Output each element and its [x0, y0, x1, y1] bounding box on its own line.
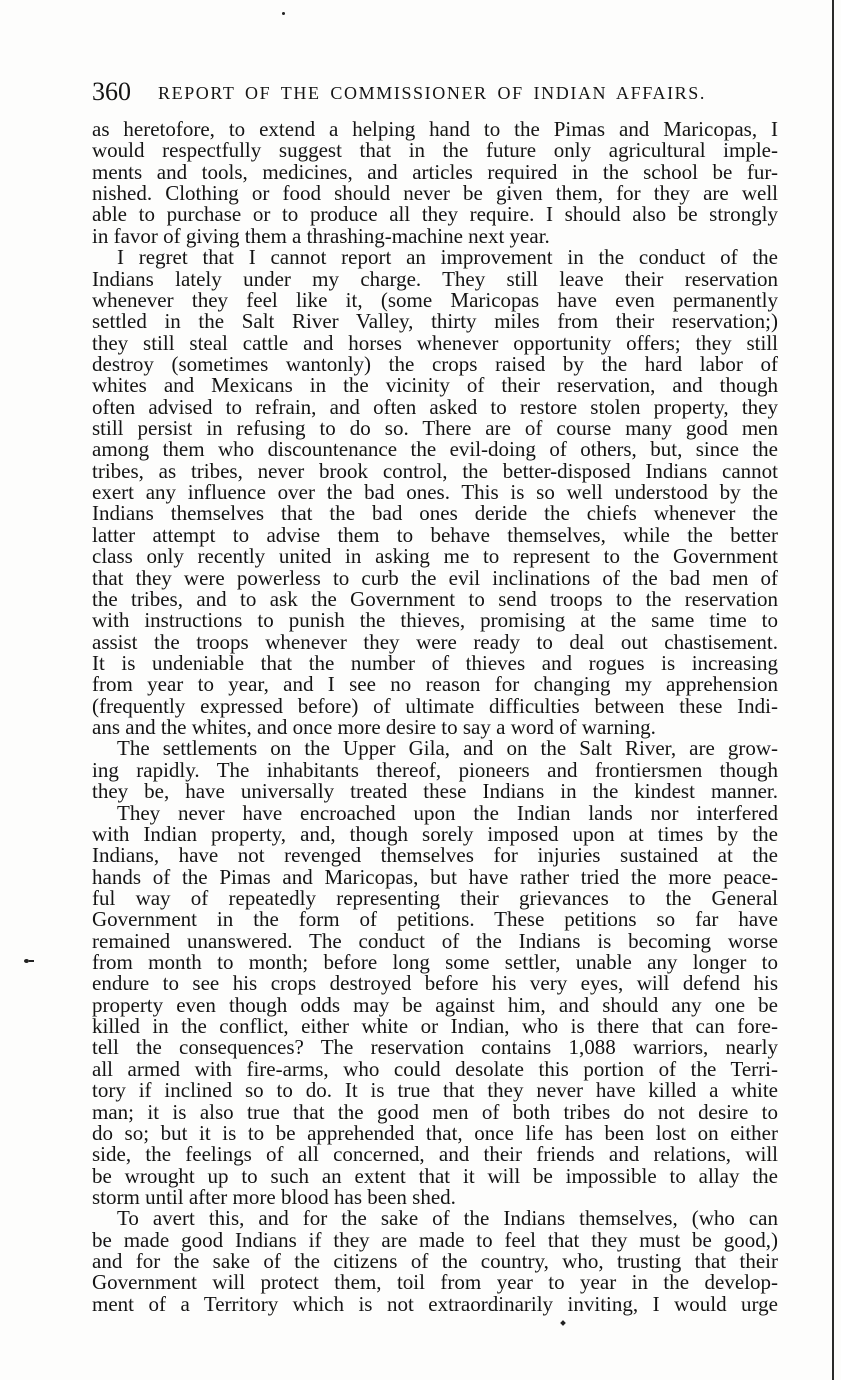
text-line: exert any influence over the bad ones. This is so well understood by the: [92, 480, 778, 505]
running-head: REPORT OF THE COMMISSIONER OF INDIAN AFFAIRS.: [158, 83, 706, 103]
text-line: endure to see his crops destroyed before his very eyes, will defend his: [92, 971, 778, 996]
text-line: It is undeniable that the number of thieves and rogues is increasing: [92, 650, 778, 675]
text-line: and for the sake of the citizens of the country, who, trusting that their: [92, 1249, 778, 1274]
text-line: killed in the conflict, either white or Indian, who is there that can fore-: [92, 1014, 778, 1039]
text-line: that they were powerless to curb the evil inclinations of the bad men of: [92, 565, 778, 590]
text-line: still persist in refusing to do so. There are of course many good men: [92, 416, 778, 441]
text-line: able to purchase or to produce all they require. I should also be strongly: [92, 202, 778, 227]
text-line: do so; but it is to be apprehended that, once life has been lost on either: [92, 1120, 778, 1145]
text-line: ments and tools, medicines, and articles required in the school be fur-: [92, 159, 778, 184]
text-line: in favor of giving them a thrashing-machine next year.: [92, 223, 550, 248]
paragraph: [92, 738, 778, 802]
paragraph: [92, 1208, 778, 1315]
text-line: Indians themselves that the bad ones deride the chiefs whenever the: [92, 501, 778, 526]
text-line: among them who discountenance the evil-doing of others, but, since the: [92, 437, 778, 462]
text-line: I regret that I cannot report an improvement in the conduct of the: [117, 245, 778, 270]
text-line: from year to year, and I see no reason for changing my apprehension: [92, 672, 778, 697]
text-line: be made good Indians if they are made to feel that they must be good,): [92, 1227, 778, 1252]
text-line: as heretofore, to extend a helping hand to the Pimas and Maricopas, I: [92, 117, 778, 141]
page-edge-line: [832, 0, 834, 1380]
text-line: with Indian property, and, though sorely imposed upon at times by the: [92, 821, 778, 846]
text-line: latter attempt to advise them to behave themselves, while the better: [92, 522, 778, 547]
text-line: nished. Clothing or food should never be given them, for they are well: [92, 181, 778, 206]
scan-speck: [282, 12, 285, 15]
text-line: assist the troops whenever they were ready to deal out chastisement.: [92, 629, 778, 654]
text-line: ing rapidly. The inhabitants thereof, pioneers and frontiersmen though: [92, 757, 778, 782]
text-line: man; it is also true that the good men of both tribes do not desire to: [92, 1099, 778, 1124]
text-line: Indians lately under my charge. They still leave their reservation: [92, 266, 778, 291]
text-line: ment of a Territory which is not extraordinarily inviting, I would urge: [92, 1291, 778, 1316]
text-line: whites and Mexicans in the vicinity of their reservation, and though: [92, 373, 778, 398]
text-line: Government in the form of petitions. These petitions so far have: [92, 907, 778, 932]
body-text: [92, 119, 778, 1315]
page-number: 360: [92, 77, 131, 106]
scan-speck: [29, 960, 34, 962]
text-line: property even though odds may be against him, and should any one be: [92, 992, 778, 1017]
text-line: hands of the Pimas and Maricopas, but have rather tried the more peace-: [92, 864, 778, 889]
text-line: storm until after more blood has been shed.: [92, 1184, 456, 1209]
text-line: be wrought up to such an extent that it will be impossible to allay the: [92, 1163, 778, 1188]
text-line: from month to month; before long some settler, unable any longer to: [92, 950, 778, 975]
text-line: they still steal cattle and horses whenever opportunity offers; they still: [92, 330, 778, 355]
text-line: ans and the whites, and once more desire to say a word of warning.: [92, 715, 656, 740]
text-line: settled in the Salt River Valley, thirty miles from their reservation;): [92, 309, 778, 334]
text-line: tell the consequences? The reservation contains 1,088 warriors, nearly: [92, 1035, 778, 1060]
scan-speck: [560, 1320, 566, 1326]
text-line: To avert this, and for the sake of the Indians themselves, (who can: [117, 1206, 778, 1231]
text-line: Government will protect them, toil from year to year in the develop-: [92, 1270, 778, 1295]
text-line: with instructions to punish the thieves, promising at the same time to: [92, 608, 778, 633]
text-line: the tribes, and to ask the Government to send troops to the reservation: [92, 586, 778, 611]
paragraph: [92, 119, 778, 247]
paragraph: [92, 247, 778, 738]
text-line: The settlements on the Upper Gila, and on the Salt River, are grow-: [117, 736, 778, 761]
text-line: remained unanswered. The conduct of the Indians is becoming worse: [92, 928, 778, 953]
text-line: (frequently expressed before) of ultimate difficulties between these Indi-: [92, 693, 778, 718]
text-line: whenever they feel like it, (some Maricopas have even permanently: [92, 287, 778, 312]
text-line: they be, have universally treated these Indians in the kindest manner.: [92, 779, 778, 804]
text-line: Indians, have not revenged themselves for injuries sustained at the: [92, 843, 778, 868]
text-line: destroy (sometimes wantonly) the crops raised by the hard labor of: [92, 351, 778, 376]
text-line: They never have encroached upon the Indian lands nor interfered: [117, 800, 778, 825]
text-line: would respectfully suggest that in the future only agricultural imple-: [92, 138, 778, 163]
paragraph: [92, 800, 778, 1209]
text-line: class only recently united in asking me to represent to the Government: [92, 544, 778, 569]
text-line: ful way of repeatedly representing their grievances to the General: [92, 885, 778, 910]
text-line: tory if inclined so to do. It is true that they never have killed a white: [92, 1078, 778, 1103]
text-line: tribes, as tribes, never brook control, the better-disposed Indians cannot: [92, 458, 778, 483]
text-line: all armed with fire-arms, who could desolate this portion of the Terri-: [92, 1056, 778, 1081]
text-line: side, the feelings of all concerned, and their friends and relations, will: [92, 1142, 778, 1167]
text-line: often advised to refrain, and often asked to restore stolen property, they: [92, 394, 778, 419]
